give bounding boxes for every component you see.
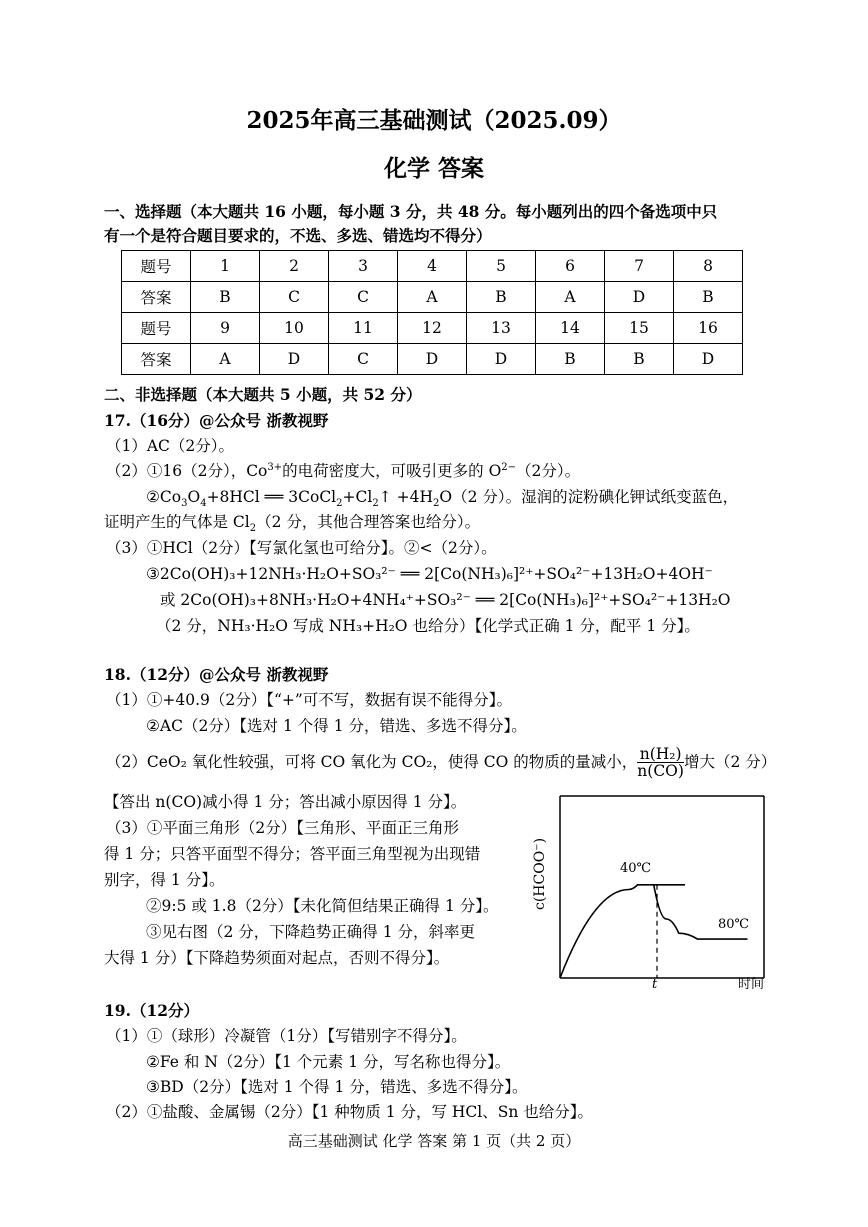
q17-p3d: （2 分，NH₃·H₂O 写成 NH₃+H₂O 也给分）【化学式正确 1 分，配平 1 分】。	[156, 617, 700, 635]
section1-line2: 有一个是符合题目要求的，不选、多选、错选均不得分）	[104, 226, 492, 245]
answer-cell: D	[605, 282, 674, 313]
page-subtitle: 化学 答案	[383, 155, 484, 182]
q-number: 6	[536, 251, 605, 282]
x-tick-t: t	[652, 977, 658, 990]
answer-cell: D	[398, 344, 467, 375]
q18-p3e: ③见右图（2 分，下降趋势正确得 1 分，斜率更	[146, 923, 476, 941]
q17-heading: 17.（16分）@公众号 浙教视野	[104, 411, 329, 430]
q19-p1c: ③BD（2分）【选对 1 个得 1 分，错选、多选不得分】。	[146, 1078, 528, 1096]
q18-p3d: ②9:5 或 1.8（2分）【未化简但结果正确得 1 分】。	[146, 897, 499, 915]
answer-cell: C	[329, 344, 398, 375]
section1-line1: 一、选择题（本大题共 16 小题，每小题 3 分，共 48 分。每小题列出的四个备选项中只	[104, 202, 718, 221]
q18-p1b: ②AC（2分）【选对 1 个得 1 分，错选、多选不得分】。	[146, 717, 527, 735]
q19-heading: 19.（12分）	[104, 1001, 200, 1020]
q17-p2b: $②Co_3O_4+8HCl$ ══ $3CoCl_2+Cl_2↑ +4H_2O(2$ 分）。湿润的淀粉碘化钾试纸变蓝色，	[146, 488, 739, 510]
q-number: 14	[536, 313, 605, 344]
a-label: 答案	[122, 282, 191, 313]
q-number: 7	[605, 251, 674, 282]
q-number: 16	[674, 313, 743, 344]
answer-cell: D	[467, 344, 536, 375]
hcoo-concentration-chart	[528, 790, 778, 990]
q-number: 11	[329, 313, 398, 344]
q17-p3c: 或 2Co(OH)₃+8NH₃·H₂O+4NH₄⁺+SO₃²⁻ ══ 2[Co(NH₃)₆]²⁺+SO₄²⁻+13H₂O	[160, 591, 731, 609]
q-number: 9	[191, 313, 260, 344]
q17-p1: （1）AC（2分）。	[106, 437, 235, 455]
q-number: 1	[191, 251, 260, 282]
q-number: 4	[398, 251, 467, 282]
q-number: 5	[467, 251, 536, 282]
q-number: 8	[674, 251, 743, 282]
answer-cell: A	[191, 344, 260, 375]
table-row	[122, 344, 743, 375]
section2-heading: 二、非选择题（本大题共 5 小题，共 52 分）	[104, 385, 422, 404]
table-row	[122, 282, 743, 313]
label-40c: 40℃	[620, 861, 652, 876]
table-row	[122, 313, 743, 344]
y-axis-label: c(HCOO⁻)	[532, 837, 548, 910]
q18-p3a: （3）①平面三角形（2分）【三角形、平面正三角形	[106, 819, 459, 837]
q18-p2b: 【答出 n(CO)减小得 1 分；答出减小原因得 1 分】。	[104, 793, 467, 811]
answer-table	[121, 250, 743, 375]
answer-cell: A	[536, 282, 605, 313]
q-label: 题号	[122, 313, 191, 344]
q18-p2: （2）CeO₂ 氧化性较强，可将 CO 氧化为 CO₂，使得 CO 的物质的量减小， $\frac{\text{n(H₂)}}{n(CO)}$ 增大（2 分）	[106, 745, 777, 781]
answer-cell: C	[329, 282, 398, 313]
q19-p1b: ②Fe 和 N（2分）【1 个元素 1 分，写名称也得分】。	[146, 1053, 511, 1071]
q17-p3a: （3）①HCl（2分）【写氯化氢也可给分】。②<（2分）。	[106, 539, 497, 557]
q18-p1a: （1）①+40.9（2分）【“+”可不写，数据有误不能得分】。	[106, 691, 513, 709]
q17-p2a: （2）①16（2分），$Co^{3+}$的电荷密度大，可吸引更多的 $O^{2-}(2$分）。	[106, 461, 581, 480]
q-label: 题号	[122, 251, 191, 282]
page-title: 2025年高三基础测试（2025.09）	[246, 107, 622, 134]
answer-cell: B	[536, 344, 605, 375]
answer-cell: B	[191, 282, 260, 313]
answer-cell: B	[605, 344, 674, 375]
q19-p1a: （1）①（球形）冷凝管（1分）【写错别字不得分】。	[106, 1027, 467, 1045]
q18-p3b: 得 1 分；只答平面型不得分；答平面三角型视为出现错	[104, 845, 481, 863]
ratio-fraction: $\frac{\text{n(H₂)}}{n(CO)}$	[637, 745, 684, 781]
a-label: 答案	[122, 344, 191, 375]
q19-p2a: （2）①盐酸、金属锡（2分）【1 种物质 1 分，写 HCl、Sn 也给分】。	[106, 1103, 594, 1121]
q-number: 15	[605, 313, 674, 344]
answer-cell: C	[260, 282, 329, 313]
q-number: 13	[467, 313, 536, 344]
answer-cell: A	[398, 282, 467, 313]
page-footer: 高三基础测试 化学 答案 第 1 页（共 2 页）	[287, 1132, 581, 1150]
q-number: 3	[329, 251, 398, 282]
q18-p3f: 大得 1 分）【下降趋势须面对起点，否则不得分】。	[104, 949, 450, 967]
q18-p3c: 别字，得 1 分】。	[104, 871, 225, 889]
curve-40c	[560, 885, 685, 978]
answer-cell: B	[467, 282, 536, 313]
x-axis-label: 时间	[738, 977, 765, 990]
q-number: 2	[260, 251, 329, 282]
label-80c: 80℃	[718, 917, 750, 932]
answer-cell: D	[674, 344, 743, 375]
q18-heading: 18.（12分）@公众号 浙教视野	[104, 665, 329, 684]
q17-p3b: ③2Co(OH)₃+12NH₃·H₂O+SO₃²⁻ ══ 2[Co(NH₃)₆]²⁺+SO₄²⁻+13H₂O+4OH⁻	[146, 565, 713, 583]
q-number: 12	[398, 313, 467, 344]
answer-cell: D	[260, 344, 329, 375]
q-number: 10	[260, 313, 329, 344]
q17-p2c: 证明产生的气体是 $Cl_2(2$ 分，其他合理答案也给分）。	[104, 513, 481, 535]
table-row	[122, 251, 743, 282]
answer-cell: B	[674, 282, 743, 313]
